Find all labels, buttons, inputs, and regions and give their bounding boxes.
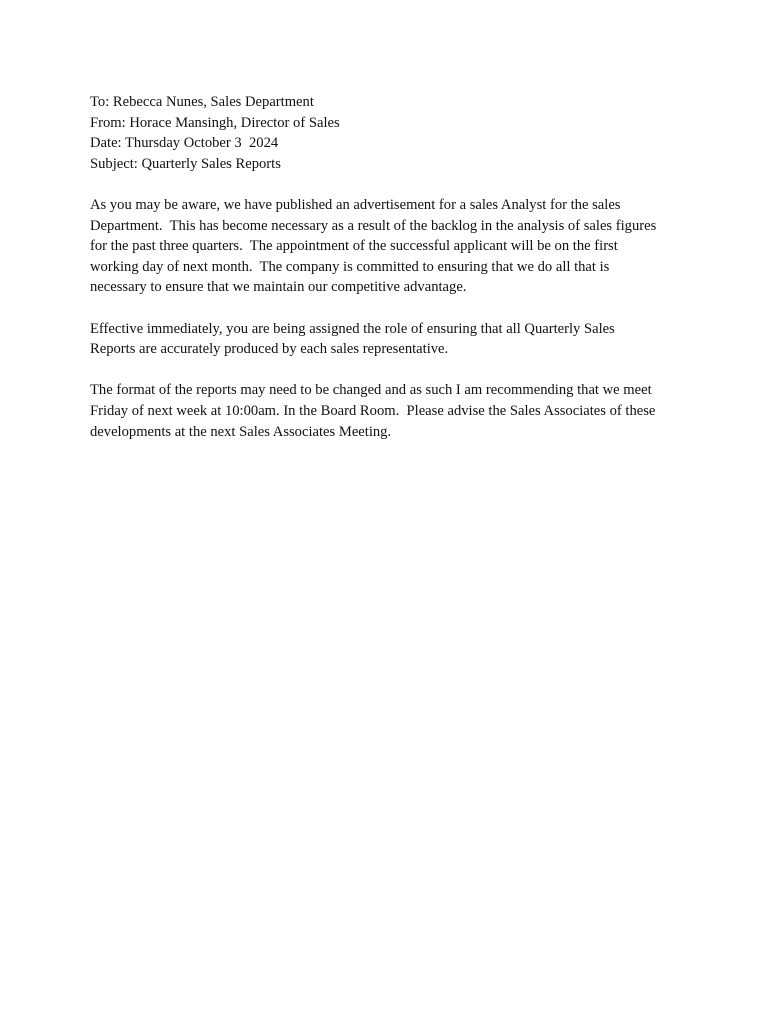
memo-paragraph-1 [90,195,690,298]
memo-paragraph-2 [90,319,690,360]
memo-to-line: To: Rebecca Nunes, Sales Department [90,94,314,110]
paragraph-line: Department. This has become necessary as a result of the backlog in the analysis of sales figures [90,217,657,234]
paragraph-line: Reports are accurately produced by each sales representative. [90,341,449,358]
paragraph-line: working day of next month. The company is committed to ensuring that we do all that is [90,258,610,275]
paragraph-line: Effective immediately, you are being assigned the role of ensuring that all Quarterly Sales [90,320,615,337]
memo-paragraph-3 [90,380,690,442]
memo-date-line: Date: Thursday October 3 2024 [90,135,279,152]
memo-subject-line: Subject: Quarterly Sales Reports [90,155,281,172]
paragraph-line: As you may be aware, we have published an advertisement for a sales Analyst for the sales [90,196,621,213]
paragraph-line: Friday of next week at 10:00am. In the Board Room. Please advise the Sales Associates of these [90,402,656,419]
memo-body [90,92,690,442]
paragraph-line: for the past three quarters. The appointment of the successful applicant will be on the first [90,238,618,255]
memo-header [90,92,690,174]
paragraph-line: necessary to ensure that we maintain our competitive advantage. [90,279,467,296]
memo-from-line: From: Horace Mansingh, Director of Sales [90,114,340,131]
paragraph-line: The format of the reports may need to be changed and as such I am recommending that we meet [90,382,652,399]
paragraph-line: developments at the next Sales Associates Meeting. [90,423,392,440]
